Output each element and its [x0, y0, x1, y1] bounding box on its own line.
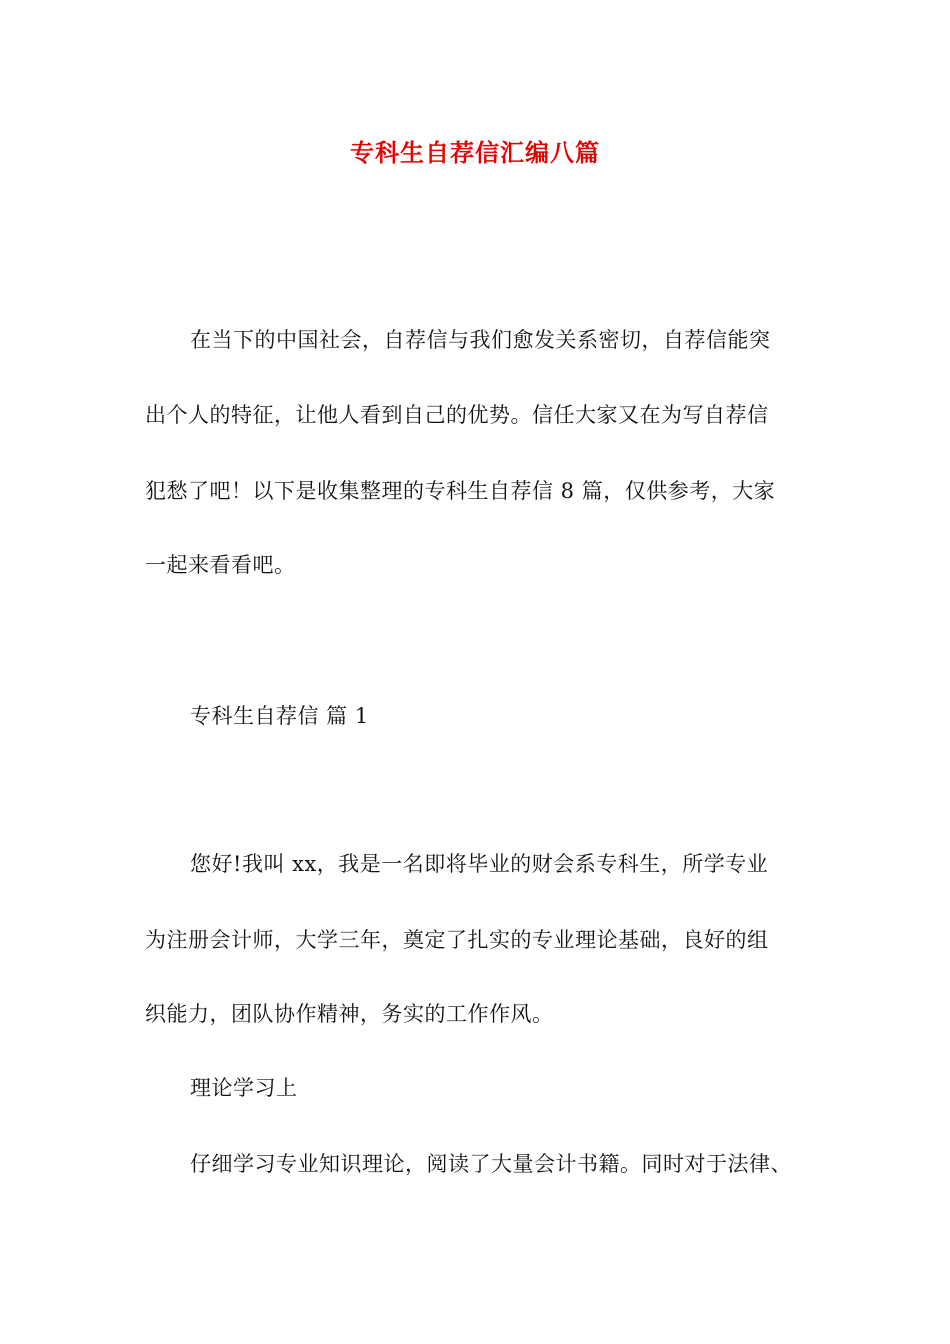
- letter-p1-line-3: 织能力，团队协作精神，务实的工作作风。: [145, 1002, 554, 1026]
- letter-p2-line-1: 仔细学习专业知识理论，阅读了大量会计书籍。同时对于法律、: [190, 1152, 792, 1176]
- letter-p1-line-1: 您好!我叫 xx，我是一名即将毕业的财会系专科生，所学专业: [190, 852, 769, 876]
- letter-subheading: 理论学习上: [190, 1076, 298, 1100]
- intro-line-3: 犯愁了吧！以下是收集整理的专科生自荐信 8 篇，仅供参考，大家: [145, 479, 776, 503]
- letter-p1-line-2: 为注册会计师，大学三年，奠定了扎实的专业理论基础，良好的组: [145, 928, 769, 952]
- intro-line-2: 出个人的特征，让他人看到自己的优势。信任大家又在为写自荐信: [145, 403, 769, 427]
- intro-line-4: 一起来看看吧。: [145, 553, 296, 577]
- section-heading: 专科生自荐信 篇 1: [190, 704, 369, 728]
- document-title: 专科生自荐信汇编八篇: [350, 138, 600, 167]
- intro-line-1: 在当下的中国社会，自荐信与我们愈发关系密切，自荐信能突: [190, 328, 771, 352]
